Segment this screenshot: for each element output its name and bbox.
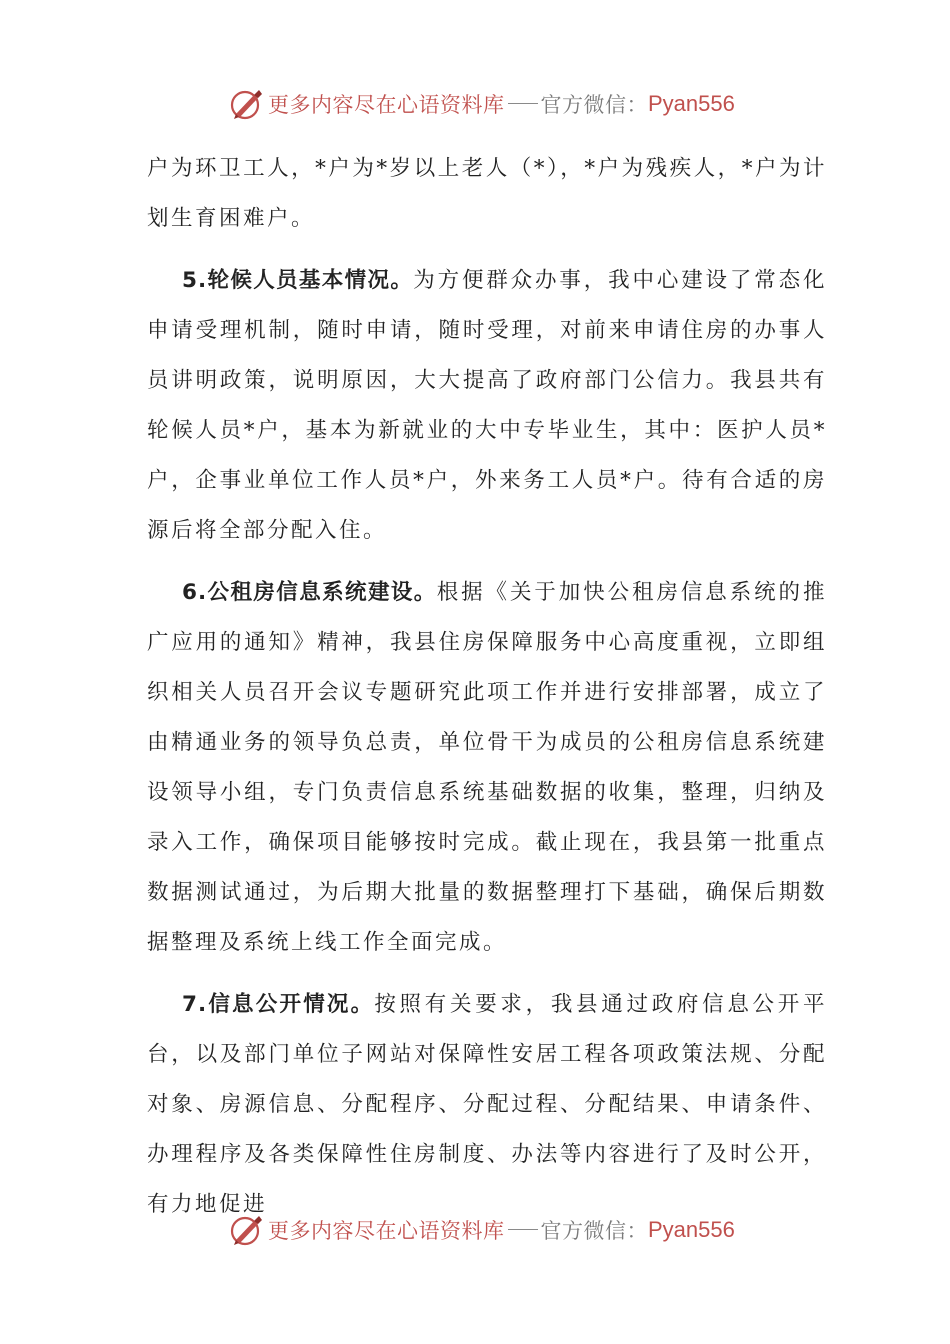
paragraph-heading: 5.轮候人员基本情况。 xyxy=(182,268,414,293)
banner-dash xyxy=(508,103,538,104)
pen-logo-icon xyxy=(228,1212,264,1248)
footer-banner xyxy=(0,1208,950,1252)
banner-row xyxy=(228,1210,735,1250)
banner-title: 更多内容尽在心语资料库 xyxy=(268,93,505,117)
banner-wechat-id: Pyan556 xyxy=(648,1217,735,1242)
pen-logo-icon xyxy=(228,86,264,122)
banner-wechat-id: Pyan556 xyxy=(648,91,735,116)
banner-dash xyxy=(508,1229,538,1230)
banner-row xyxy=(228,84,735,124)
paragraph-heading: 7.信息公开情况。 xyxy=(182,992,375,1017)
paragraph-heading: 6.公租房信息系统建设。 xyxy=(182,580,437,605)
paragraph-text: 为方便群众办事，我中心建设了常态化申请受理机制，随时申请，随时受理，对前来申请住房的办事人员讲明政策，说明原因，大大提高了政府部门公信力。我县共有轮候人员*户，基本为新就业的大中专毕业生，其中：医护人员*户，企事业单位工作人员*户，外来务工人员*户。待有合适的房源后将全部分配入住。 xyxy=(147,268,827,543)
paragraph-item-5 xyxy=(147,256,827,556)
paragraph-continuation xyxy=(147,144,827,244)
paragraph-text: 户为环卫工人，*户为*岁以上老人（*），*户为残疾人，*户为计划生育困难户。 xyxy=(147,156,827,231)
banner-wechat-label: 官方微信： xyxy=(540,93,648,117)
banner-wechat-label: 官方微信： xyxy=(540,1219,648,1243)
banner-title: 更多内容尽在心语资料库 xyxy=(268,1219,505,1243)
paragraph-text: 根据《关于加快公租房信息系统的推广应用的通知》精神，我县住房保障服务中心高度重视，立即组织相关人员召开会议专题研究此项工作并进行安排部署，成立了由精通业务的领导负总责，单位骨干为成员的公租房信息系统建设领导小组，专门负责信息系统基础数据的收集，整理，归纳及录入工作，确保项目能够按时完成。截止现在，我县第一批重点数据测试通过，为后期大批量的数据整理打下基础，确保后期数据整理及系统上线工作全面完成。 xyxy=(147,580,827,955)
paragraph-item-6 xyxy=(147,568,827,968)
paragraph-text: 按照有关要求，我县通过政府信息公开平台，以及部门单位子网站对保障性安居工程各项政策法规、分配对象、房源信息、分配程序、分配过程、分配结果、申请条件、办理程序及各类保障性住房制度、办法等内容进行了及时公开，有力地促进 xyxy=(147,992,827,1217)
paragraph-item-7 xyxy=(147,980,827,1230)
header-banner xyxy=(0,82,950,126)
document-body xyxy=(147,144,827,1230)
